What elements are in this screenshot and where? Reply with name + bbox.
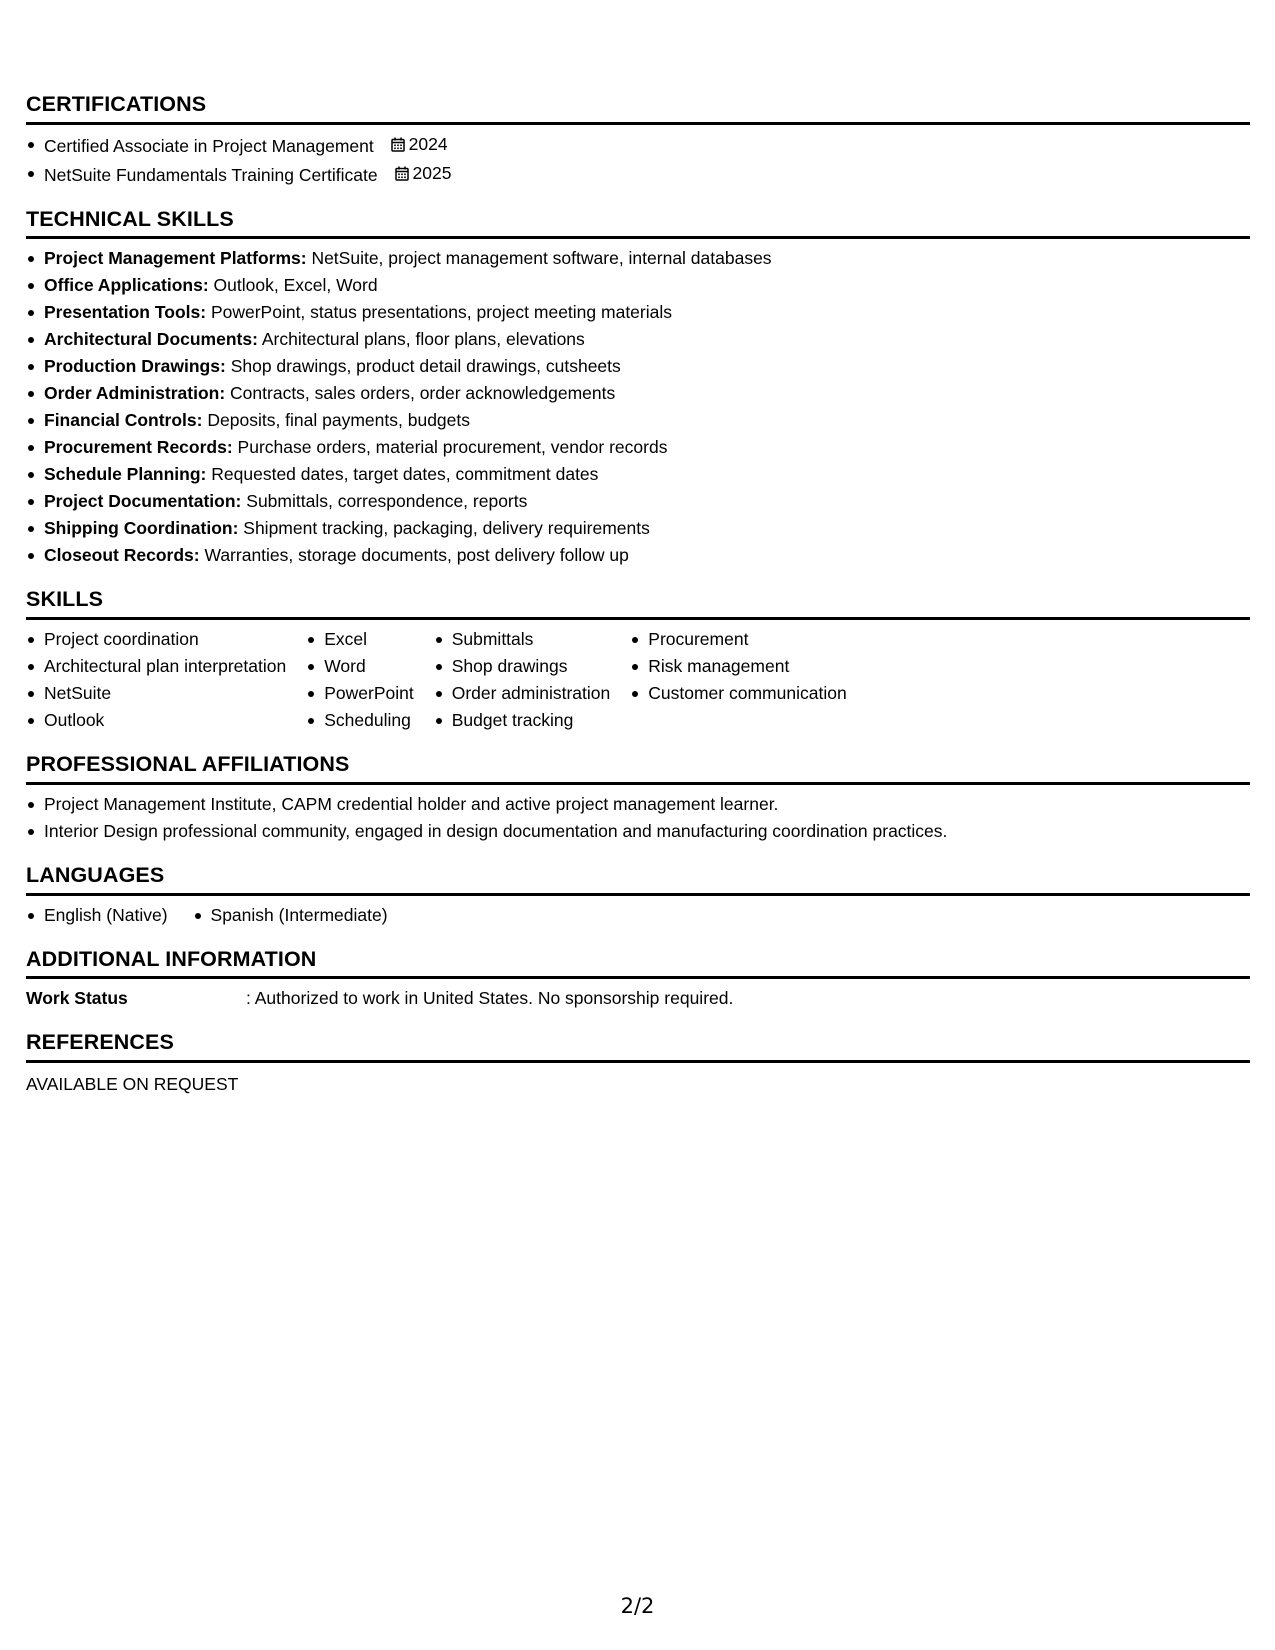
affiliations-heading: PROFESSIONAL AFFILIATIONS <box>26 752 1250 785</box>
references-section <box>26 1030 1250 1098</box>
work-status-label: Work Status <box>26 988 128 1009</box>
languages-heading: LANGUAGES <box>26 863 1250 896</box>
certification-name: Certified Associate in Project Management <box>44 135 374 156</box>
skill-item: Procurement <box>630 626 846 653</box>
technical-skill-label: Financial Controls: <box>44 410 203 431</box>
technical-skill-text: Purchase orders, material procurement, vendor records <box>237 437 668 458</box>
certifications-heading: CERTIFICATIONS <box>26 92 1250 125</box>
technical-skill-item <box>26 380 1250 407</box>
skill-item: Project coordination <box>26 626 286 653</box>
technical-skill-item <box>26 542 1250 569</box>
technical-skill-label: Procurement Records: <box>44 437 233 458</box>
certification-name: NetSuite Fundamentals Training Certificate <box>44 164 378 185</box>
technical-skill-text: Submittals, correspondence, reports <box>246 491 528 512</box>
skill-item: Submittals <box>434 626 611 653</box>
technical-skill-text: Deposits, final payments, budgets <box>207 410 471 431</box>
certification-year: 2024 <box>408 133 448 154</box>
skills-column <box>306 626 414 734</box>
affiliations-list <box>26 791 1250 845</box>
affiliation-item: Interior Design professional community, engaged in design documentation and manufacturing coordination practices. <box>26 818 1250 845</box>
certification-date <box>391 131 448 158</box>
skills-column <box>26 626 286 734</box>
skill-item: NetSuite <box>26 680 286 707</box>
affiliations-section <box>26 752 1250 845</box>
technical-skill-item <box>26 434 1250 461</box>
skill-item: PowerPoint <box>306 680 414 707</box>
skills-grid <box>26 626 1250 734</box>
technical-skill-label: Production Drawings: <box>44 356 226 377</box>
skill-item: Excel <box>306 626 414 653</box>
technical-skill-label: Project Management Platforms: <box>44 248 307 269</box>
skill-item: Shop drawings <box>434 653 611 680</box>
technical-skill-item <box>26 326 1250 353</box>
skill-item: Customer communication <box>630 680 846 707</box>
skills-column <box>434 626 611 734</box>
technical-skill-label: Architectural Documents: <box>44 329 258 350</box>
languages-list <box>26 902 1250 929</box>
technical-skill-item <box>26 245 1250 272</box>
certification-date <box>395 160 452 187</box>
page-number: 2/2 <box>620 1594 655 1618</box>
skill-item: Order administration <box>434 680 611 707</box>
technical-skill-item <box>26 407 1250 434</box>
skills-column <box>630 626 846 734</box>
technical-skill-text: Contracts, sales orders, order acknowledgements <box>230 383 616 404</box>
technical-skill-text: Architectural plans, floor plans, elevations <box>261 329 585 350</box>
technical-skill-text: Outlook, Excel, Word <box>213 275 378 296</box>
additional-info-heading: ADDITIONAL INFORMATION <box>26 947 1250 980</box>
skill-item: Word <box>306 653 414 680</box>
technical-skills-list <box>26 245 1250 569</box>
technical-skill-label: Project Documentation: <box>44 491 242 512</box>
certifications-list <box>26 131 1250 189</box>
technical-skills-heading: TECHNICAL SKILLS <box>26 207 1250 240</box>
technical-skill-text: PowerPoint, status presentations, project meeting materials <box>210 302 672 323</box>
calendar-icon <box>395 166 409 181</box>
technical-skill-item <box>26 272 1250 299</box>
certification-year: 2025 <box>412 162 452 183</box>
technical-skill-item <box>26 488 1250 515</box>
technical-skill-text: Shop drawings, product detail drawings, cutsheets <box>230 356 621 377</box>
technical-skill-item <box>26 299 1250 326</box>
technical-skill-label: Office Applications: <box>44 275 209 296</box>
technical-skill-item <box>26 461 1250 488</box>
technical-skill-item <box>26 353 1250 380</box>
technical-skill-label: Schedule Planning: <box>44 464 207 485</box>
technical-skill-item <box>26 515 1250 542</box>
references-heading: REFERENCES <box>26 1030 1250 1063</box>
skill-item: Outlook <box>26 707 286 734</box>
resume-page <box>26 92 1250 1116</box>
technical-skill-text: Shipment tracking, packaging, delivery requirements <box>243 518 650 539</box>
technical-skills-section <box>26 207 1250 570</box>
language-item: Spanish (Intermediate) <box>193 902 388 929</box>
skill-item: Budget tracking <box>434 707 611 734</box>
affiliation-item: Project Management Institute, CAPM credential holder and active project management learner. <box>26 791 1250 818</box>
certification-item <box>26 160 1250 189</box>
technical-skill-text: Warranties, storage documents, post delivery follow up <box>204 545 629 566</box>
skills-section <box>26 587 1250 734</box>
skill-item: Architectural plan interpretation <box>26 653 286 680</box>
skill-item: Scheduling <box>306 707 414 734</box>
language-item: English (Native) <box>26 902 168 929</box>
languages-section <box>26 863 1250 929</box>
technical-skill-text: Requested dates, target dates, commitment dates <box>211 464 599 485</box>
skills-heading: SKILLS <box>26 587 1250 620</box>
additional-info-section <box>26 947 1250 1013</box>
technical-skill-label: Presentation Tools: <box>44 302 207 323</box>
certification-item <box>26 131 1250 160</box>
technical-skill-label: Closeout Records: <box>44 545 200 566</box>
technical-skill-label: Order Administration: <box>44 383 226 404</box>
work-status-value: : Authorized to work in United States. No sponsorship required. <box>246 988 734 1009</box>
calendar-icon <box>391 137 405 152</box>
skill-item: Risk management <box>630 653 846 680</box>
technical-skill-text: NetSuite, project management software, internal databases <box>311 248 772 269</box>
work-status-row <box>26 985 1250 1012</box>
technical-skill-label: Shipping Coordination: <box>44 518 239 539</box>
certifications-section <box>26 92 1250 189</box>
references-text: AVAILABLE ON REQUEST <box>26 1074 239 1095</box>
